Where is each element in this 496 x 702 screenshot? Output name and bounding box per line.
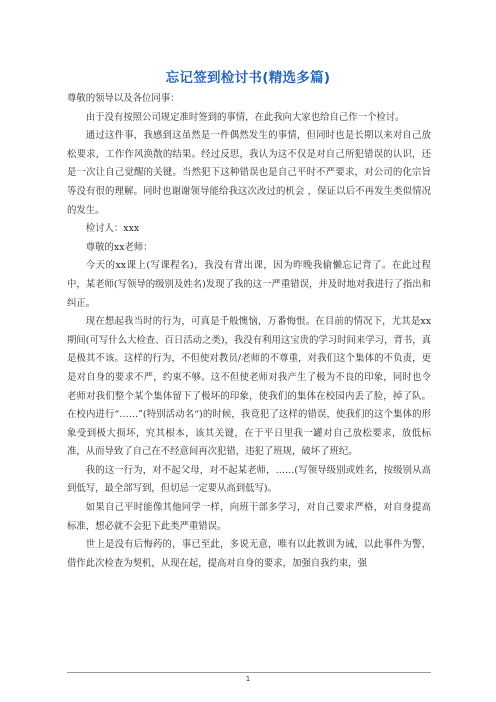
body-paragraph: 如果自己平时能像其他同学一样，向班干部多学习，对自己要求严格，对自身提高标准，想必就不会犯下此类严重错误。 — [67, 502, 431, 532]
salutation: 尊敬的领导以及各位同事： — [67, 93, 180, 104]
body-paragraph: 现在想起我当时的行为，可真是千般懊恼，万番悔恨。在目前的情况下，尤其是xx期间(可写什么大检查、百日活动之类)，我没有利用这宝贵的学习时间来学习，背书，真是极其不该。这样的行为，不但使对教员/老师的不尊重，对我们这个集体的不负责，更是对自身的要求不严，约束不够。这不但使老师对我产生了极为不良的印象，同时也令老师对我们整个某个集体留下了极坏的印象，使我们的集体在校园内丢了脸，掉了队。在校内进行“……”(特别活动名“)的时候，我竟犯了这样的错误，使我们的这个集体的形象受到极大损坏，究其根本，该其关键，在于平日里我一罐对自己放松要求，放低标准，从而导致了自己在不经意间再次犯错，违犯了班规，破坏了班纪。 — [67, 316, 431, 458]
page-number: 1 — [245, 675, 251, 683]
body-paragraph: 由于没有按照公司规定准时签到的事情，在此我向大家也给自己作一个检讨。 — [85, 111, 405, 123]
body-paragraph: 我的这一行为，对不起父母，对不起某老师，……(写领导级别或姓名，按级别从高到低写，最全部写到，但切忌一定要从高到低写)。 — [67, 464, 431, 495]
document-body — [67, 90, 431, 573]
salutation: 尊敬的xx老师： — [85, 241, 153, 253]
footer-divider — [67, 672, 431, 673]
document-title: 忘记签到检讨书(精选多篇) — [165, 70, 331, 86]
signature-line: 检讨人：xxx — [85, 223, 140, 235]
body-paragraph: 通过这件事，我感到这虽然是一件偶然发生的事情，但同时也是长期以来对自己放松要求，工作作风涣散的结果。经过反思，我认为这不仅是对自己所犯错误的认识，还是一次让自己觉醒的关键。当然犯下这种错误也是自己平时不严要求，对公司的化宗旨等没有很的理解。同时也谢谢领导能给我这次改过的机会 ，保证以后不再发生类似情况的发生。 — [67, 130, 431, 216]
body-paragraph: 今天的xx课上(写课程名)，我没有背出课，因为昨晚我偷懒忘记背了。在此过程中，某老师(写领导的级别及姓名)发现了我的这一严重错误，并及时地对我进行了指出和纠正。 — [67, 260, 431, 309]
body-paragraph: 世上是没有后悔药的，事已至此，多说无意，唯有以此教训为诫，以此事件为警，借作此次检查为契机，从现在起，提高对自身的要求，加强自我约束，强 — [67, 539, 431, 569]
